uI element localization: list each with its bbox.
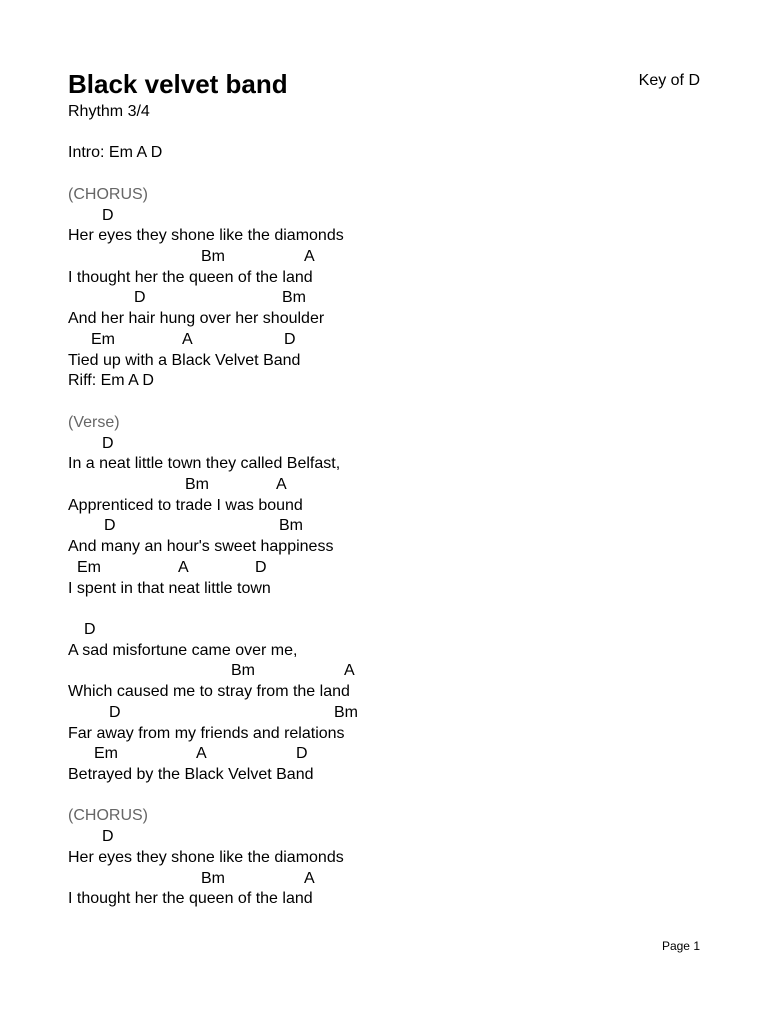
chord-bm: Bm bbox=[282, 289, 306, 307]
song-title: Black velvet band bbox=[68, 69, 288, 99]
song-key: Key of D bbox=[638, 72, 700, 89]
chord-bm: Bm bbox=[185, 475, 209, 493]
lyric-line: Far away from my friends and relations bbox=[68, 724, 345, 742]
chord-bm: Bm bbox=[334, 703, 358, 721]
lyric-line: Betrayed by the Black Velvet Band bbox=[68, 766, 314, 784]
chord-bm: Bm bbox=[279, 517, 303, 535]
chord-d: D bbox=[109, 703, 121, 721]
chord-a: A bbox=[304, 248, 315, 266]
chord-a: A bbox=[196, 745, 207, 763]
lyric-line: Apprenticed to trade I was bound bbox=[68, 496, 303, 514]
chord-em: Em bbox=[77, 558, 101, 576]
lyric-line: And many an hour's sweet happiness bbox=[68, 538, 334, 556]
chord-a: A bbox=[276, 475, 287, 493]
chord-d: D bbox=[296, 745, 308, 763]
lyric-line: Which caused me to stray from the land bbox=[68, 683, 350, 701]
chord-d: D bbox=[104, 517, 116, 535]
page-number: Page 1 bbox=[661, 939, 700, 953]
section-heading: (Verse) bbox=[68, 413, 120, 431]
lyric-line: I thought her the queen of the land bbox=[68, 890, 313, 908]
chord-a: A bbox=[182, 330, 193, 348]
section-heading: (CHORUS) bbox=[68, 185, 148, 203]
info-line: Riff: Em A D bbox=[68, 372, 154, 390]
lyric-line: In a neat little town they called Belfast, bbox=[68, 455, 341, 473]
chord-d: D bbox=[102, 206, 114, 224]
info-line: Rhythm 3/4 bbox=[68, 103, 150, 120]
chord-em: Em bbox=[91, 330, 115, 348]
chord-a: A bbox=[304, 869, 315, 887]
lyric-line: I spent in that neat little town bbox=[68, 579, 271, 597]
lyric-line: Her eyes they shone like the diamonds bbox=[68, 848, 344, 866]
chord-bm: Bm bbox=[231, 662, 255, 680]
chord-bm: Bm bbox=[201, 869, 225, 887]
chord-em: Em bbox=[94, 745, 118, 763]
chord-d: D bbox=[84, 621, 96, 638]
chord-d: D bbox=[134, 289, 146, 307]
lyric-line: Tied up with a Black Velvet Band bbox=[68, 351, 301, 369]
chord-bm: Bm bbox=[201, 248, 225, 266]
lyric-line: A sad misfortune came over me, bbox=[68, 641, 298, 659]
chord-a: A bbox=[178, 558, 189, 576]
section-heading: (CHORUS) bbox=[68, 807, 148, 825]
chord-d: D bbox=[284, 330, 296, 348]
lyric-line: And her hair hung over her shoulder bbox=[68, 310, 325, 328]
chord-d: D bbox=[255, 558, 267, 576]
chord-d: D bbox=[102, 828, 114, 846]
info-line: Intro: Em A D bbox=[68, 144, 163, 162]
lyric-line: Her eyes they shone like the diamonds bbox=[68, 227, 344, 245]
lyric-line: I thought her the queen of the land bbox=[68, 268, 313, 286]
chord-a: A bbox=[344, 662, 355, 680]
chord-d: D bbox=[102, 434, 114, 452]
